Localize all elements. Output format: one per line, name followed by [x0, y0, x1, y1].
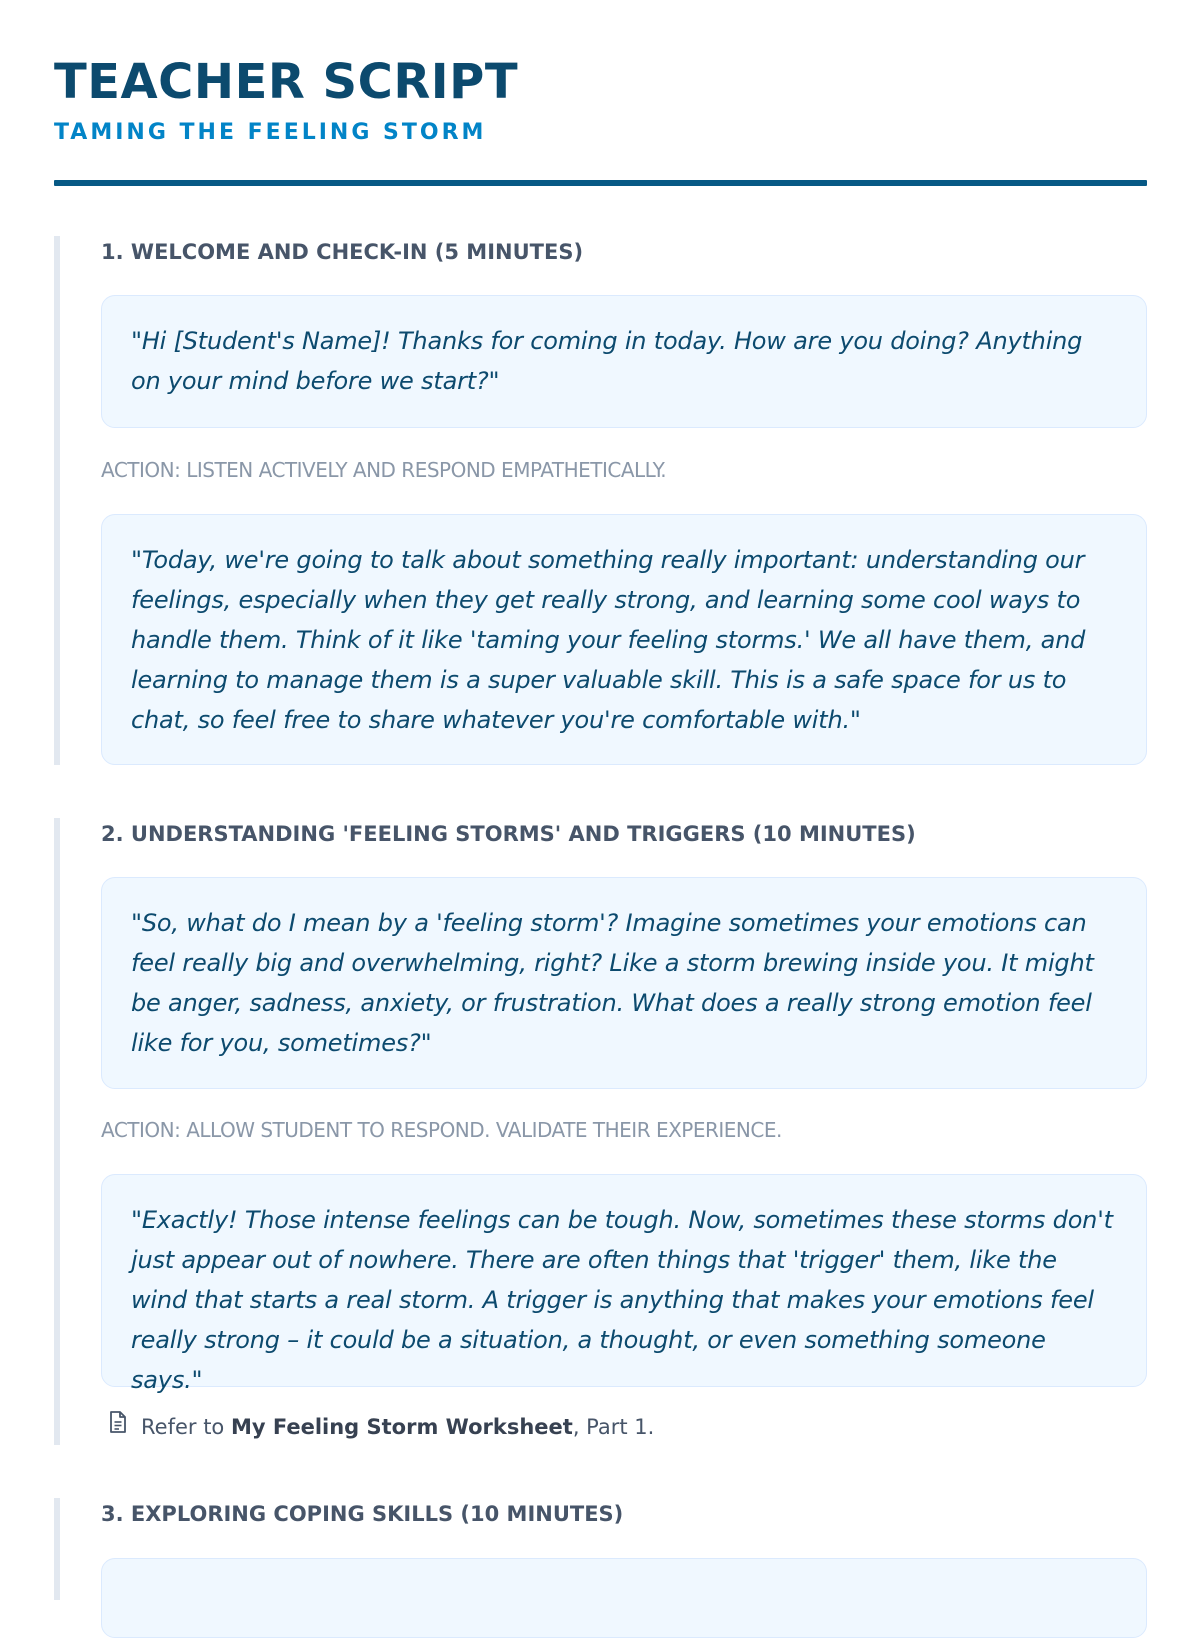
script-quote: "Exactly! Those intense feelings can be tough. Now, sometimes these storms don't just appear out of nowhere. There are often things that 'trigger' them, like the wind that starts a real storm. A trigger is anything that makes your emotions feel really strong – it could be a situation, a thought, or even something someone says." [101, 1174, 1147, 1387]
action-note: ACTION: ALLOW STUDENT TO RESPOND. VALIDATE THEIR EXPERIENCE. [101, 1118, 782, 1142]
action-note: ACTION: LISTEN ACTIVELY AND RESPOND EMPATHETICALLY. [101, 458, 667, 482]
section-welcome-check-in [54, 236, 1147, 765]
script-quote: "Today, we're going to talk about something really important: understanding our feelings, especially when they get really strong, and learning some cool ways to handle them. Think of it like 'taming your feeling storms.' We all have them, and learning to manage them is a super valuable skill. This is a safe space for us to chat, so feel free to share whatever you're comfortable with." [101, 514, 1147, 765]
section-heading: 1. WELCOME AND CHECK-IN (5 MINUTES) [101, 240, 584, 264]
title-divider [54, 180, 1147, 186]
document-icon [107, 1410, 129, 1442]
page-subtitle: TAMING THE FEELING STORM [54, 120, 487, 145]
page-title: TEACHER SCRIPT [54, 54, 519, 110]
script-quote [101, 1558, 1147, 1638]
section-coping-skills [54, 1498, 1147, 1600]
worksheet-name: My Feeling Storm Worksheet [230, 1415, 573, 1439]
refer-suffix: , Part 1. [572, 1415, 655, 1439]
section-feeling-storms-triggers [54, 818, 1147, 1445]
section-heading: 2. UNDERSTANDING 'FEELING STORMS' AND TRIGGERS (10 MINUTES) [101, 822, 916, 846]
script-quote: "Hi [Student's Name]! Thanks for coming in today. How are you doing? Anything on your mind before we start?" [101, 295, 1147, 428]
worksheet-reference [107, 1412, 654, 1444]
refer-prefix: Refer to [141, 1415, 231, 1439]
script-quote: "So, what do I mean by a 'feeling storm'? Imagine sometimes your emotions can feel really big and overwhelming, right? Like a storm brewing inside you. It might be anger, sadness, anxiety, or frustration. What does a really strong emotion feel like for you, sometimes?" [101, 877, 1147, 1089]
section-heading: 3. EXPLORING COPING SKILLS (10 MINUTES) [101, 1502, 624, 1526]
